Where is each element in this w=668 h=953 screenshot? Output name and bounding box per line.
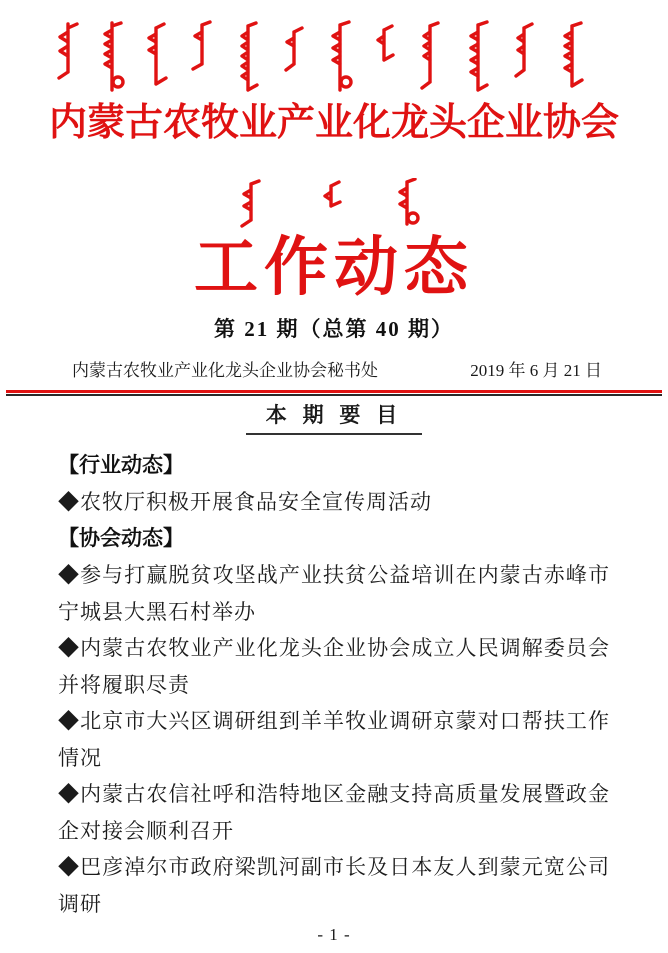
toc-item: ◆内蒙古农信社呼和浩特地区金融支持高质量发展暨政金企对接会顺利召开 [58,782,610,843]
toc-item: ◆巴彦淖尔市政府梁凯河副市长及日本友人到蒙元宽公司调研 [58,855,610,916]
toc-item: ◆内蒙古农牧业产业化龙头企业协会成立人民调解委员会并将履职尽责 [58,636,610,697]
header-divider-rule [6,390,662,396]
publish-date: 2019 年 6 月 21 日 [470,360,602,380]
toc-title: 本 期 要 目 [246,399,423,435]
table-of-contents [58,448,610,923]
toc-item: ◆农牧厅积极开展食品安全宣传周活动 [58,490,432,515]
issue-number: 第 21 期（总第 40 期） [214,316,454,341]
page-number: - 1 - [317,925,351,944]
publisher-line [0,356,668,381]
association-name: 内蒙古农牧业产业化龙头企业协会 [48,102,619,144]
toc-section-heading: 【行业动态】 [58,453,184,477]
bulletin-title: 工作动态 [194,231,474,303]
toc-item: ◆参与打赢脱贫攻坚战产业扶贫公益培训在内蒙古赤峰市宁城县大黑石村举办 [58,563,610,624]
toc-item: ◆北京市大兴区调研组到羊羊牧业调研京蒙对口帮扶工作情况 [58,709,610,770]
mongolian-script-band-sub-icon [229,178,439,230]
mongolian-script-band-top-icon [54,20,614,94]
toc-section-heading: 【协会动态】 [58,526,184,550]
publisher-name: 内蒙古农牧业产业化龙头企业协会秘书处 [72,360,378,380]
